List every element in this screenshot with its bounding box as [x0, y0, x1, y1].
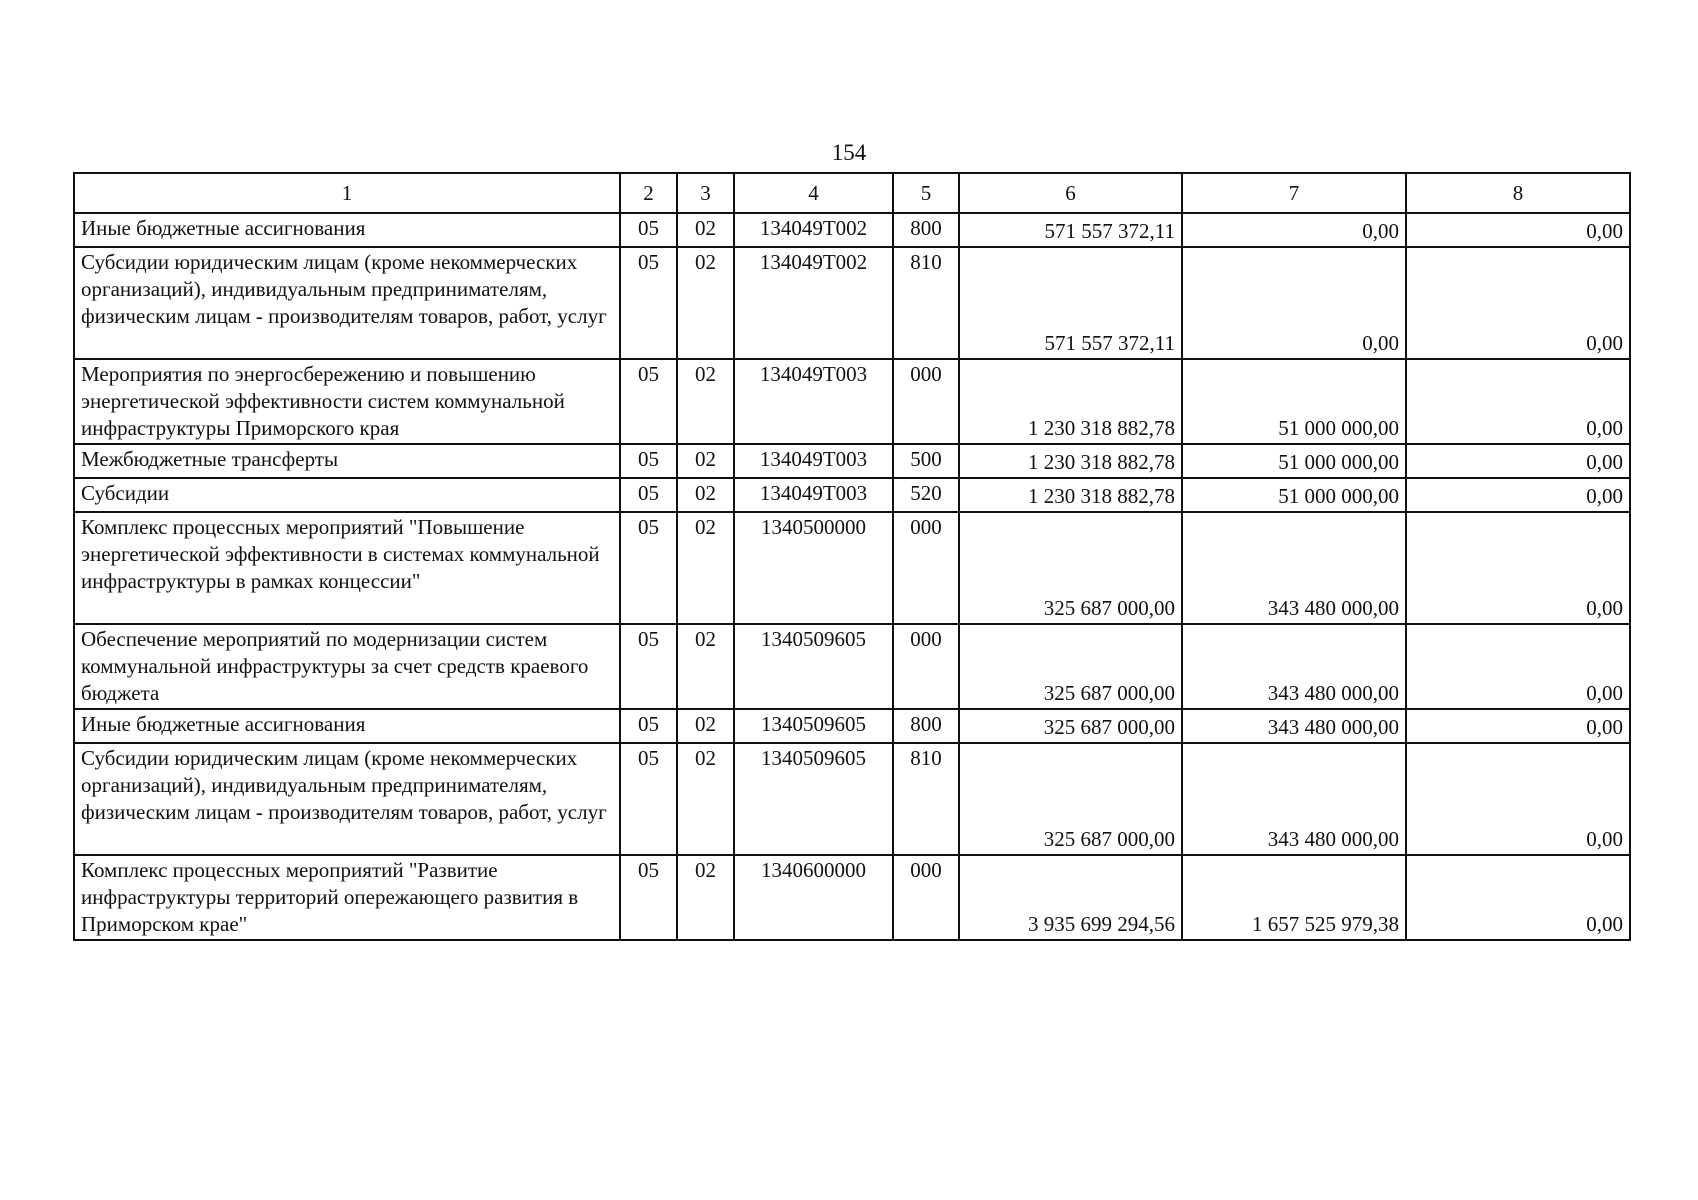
amount-col8-cell: 0,00 — [1406, 512, 1630, 624]
amount-col7-cell: 51 000 000,00 — [1182, 444, 1406, 478]
amount-col6-cell: 325 687 000,00 — [959, 624, 1182, 709]
row-name-cell: Комплекс процессных мероприятий "Повышение энергетической эффективности в системах коммунальной инфраструктуры в рамках концессии" — [74, 512, 620, 624]
table-row — [74, 359, 1630, 444]
target-article-cell: 134049Т003 — [734, 478, 893, 512]
expense-type-cell: 800 — [893, 709, 959, 743]
header-cell: 2 — [620, 173, 677, 213]
page-number: 154 — [831, 140, 867, 165]
header-cell: 3 — [677, 173, 734, 213]
amount-col8-cell: 0,00 — [1406, 743, 1630, 855]
expense-type-cell: 500 — [893, 444, 959, 478]
table-row — [74, 743, 1630, 855]
subsection-code-cell: 02 — [677, 743, 734, 855]
amount-col7-cell: 343 480 000,00 — [1182, 709, 1406, 743]
amount-col6-cell: 571 557 372,11 — [959, 247, 1182, 359]
row-name-cell: Обеспечение мероприятий по модернизации систем коммунальной инфраструктуры за счет средств краевого бюджета — [74, 624, 620, 709]
table-row — [74, 512, 1630, 624]
subsection-code-cell: 02 — [677, 855, 734, 940]
target-article-cell: 1340500000 — [734, 512, 893, 624]
expense-type-cell: 800 — [893, 213, 959, 247]
expense-type-cell: 520 — [893, 478, 959, 512]
row-name-cell: Иные бюджетные ассигнования — [74, 709, 620, 743]
subsection-code-cell: 02 — [677, 709, 734, 743]
section-code-cell: 05 — [620, 247, 677, 359]
header-cell: 4 — [734, 173, 893, 213]
amount-col7-cell: 51 000 000,00 — [1182, 478, 1406, 512]
amount-col8-cell: 0,00 — [1406, 624, 1630, 709]
amount-col8-cell: 0,00 — [1406, 247, 1630, 359]
amount-col8-cell: 0,00 — [1406, 709, 1630, 743]
amount-col6-cell: 3 935 699 294,56 — [959, 855, 1182, 940]
target-article-cell: 134049Т002 — [734, 247, 893, 359]
row-name-cell: Субсидии — [74, 478, 620, 512]
expense-type-cell: 000 — [893, 855, 959, 940]
header-cell: 5 — [893, 173, 959, 213]
subsection-code-cell: 02 — [677, 247, 734, 359]
table-row — [74, 624, 1630, 709]
target-article-cell: 1340509605 — [734, 743, 893, 855]
amount-col7-cell: 343 480 000,00 — [1182, 624, 1406, 709]
amount-col6-cell: 325 687 000,00 — [959, 709, 1182, 743]
subsection-code-cell: 02 — [677, 624, 734, 709]
row-name-cell: Субсидии юридическим лицам (кроме некоммерческих организаций), индивидуальным предпринимателям, физическим лицам - производителям товаров, работ, услуг — [74, 743, 620, 855]
header-cell: 6 — [959, 173, 1182, 213]
amount-col8-cell: 0,00 — [1406, 855, 1630, 940]
target-article-cell: 1340509605 — [734, 709, 893, 743]
row-name-cell: Мероприятия по энергосбережению и повышению энергетической эффективности систем коммунальной инфраструктуры Приморского края — [74, 359, 620, 444]
target-article-cell: 134049Т002 — [734, 213, 893, 247]
header-cell: 1 — [74, 173, 620, 213]
amount-col7-cell: 51 000 000,00 — [1182, 359, 1406, 444]
section-code-cell: 05 — [620, 478, 677, 512]
table-row — [74, 213, 1630, 247]
table-row — [74, 444, 1630, 478]
section-code-cell: 05 — [620, 512, 677, 624]
header-row — [74, 173, 1630, 213]
section-code-cell: 05 — [620, 855, 677, 940]
subsection-code-cell: 02 — [677, 444, 734, 478]
expense-type-cell: 000 — [893, 624, 959, 709]
table-row — [74, 855, 1630, 940]
row-name-cell: Субсидии юридическим лицам (кроме некоммерческих организаций), индивидуальным предпринимателям, физическим лицам - производителям товаров, работ, услуг — [74, 247, 620, 359]
amount-col7-cell: 0,00 — [1182, 213, 1406, 247]
amount-col6-cell: 1 230 318 882,78 — [959, 444, 1182, 478]
row-name-cell: Иные бюджетные ассигнования — [74, 213, 620, 247]
expense-type-cell: 810 — [893, 743, 959, 855]
subsection-code-cell: 02 — [677, 478, 734, 512]
subsection-code-cell: 02 — [677, 213, 734, 247]
section-code-cell: 05 — [620, 213, 677, 247]
section-code-cell: 05 — [620, 709, 677, 743]
expense-type-cell: 000 — [893, 512, 959, 624]
target-article-cell: 134049Т003 — [734, 444, 893, 478]
row-name-cell: Комплекс процессных мероприятий "Развитие инфраструктуры территорий опережающего развития в Приморском крае" — [74, 855, 620, 940]
header-cell: 8 — [1406, 173, 1630, 213]
expense-type-cell: 810 — [893, 247, 959, 359]
amount-col6-cell: 1 230 318 882,78 — [959, 478, 1182, 512]
target-article-cell: 134049Т003 — [734, 359, 893, 444]
amount-col8-cell: 0,00 — [1406, 444, 1630, 478]
subsection-code-cell: 02 — [677, 512, 734, 624]
subsection-code-cell: 02 — [677, 359, 734, 444]
section-code-cell: 05 — [620, 359, 677, 444]
budget-table — [73, 172, 1631, 941]
header-cell: 7 — [1182, 173, 1406, 213]
expense-type-cell: 000 — [893, 359, 959, 444]
amount-col7-cell: 1 657 525 979,38 — [1182, 855, 1406, 940]
amount-col8-cell: 0,00 — [1406, 213, 1630, 247]
section-code-cell: 05 — [620, 743, 677, 855]
section-code-cell: 05 — [620, 444, 677, 478]
amount-col7-cell: 343 480 000,00 — [1182, 743, 1406, 855]
amount-col7-cell: 343 480 000,00 — [1182, 512, 1406, 624]
row-name-cell: Межбюджетные трансферты — [74, 444, 620, 478]
table-row — [74, 478, 1630, 512]
table-row — [74, 247, 1630, 359]
target-article-cell: 1340509605 — [734, 624, 893, 709]
amount-col6-cell: 325 687 000,00 — [959, 743, 1182, 855]
table-row — [74, 709, 1630, 743]
section-code-cell: 05 — [620, 624, 677, 709]
amount-col6-cell: 325 687 000,00 — [959, 512, 1182, 624]
amount-col8-cell: 0,00 — [1406, 359, 1630, 444]
amount-col6-cell: 1 230 318 882,78 — [959, 359, 1182, 444]
amount-col7-cell: 0,00 — [1182, 247, 1406, 359]
amount-col8-cell: 0,00 — [1406, 478, 1630, 512]
target-article-cell: 1340600000 — [734, 855, 893, 940]
amount-col6-cell: 571 557 372,11 — [959, 213, 1182, 247]
